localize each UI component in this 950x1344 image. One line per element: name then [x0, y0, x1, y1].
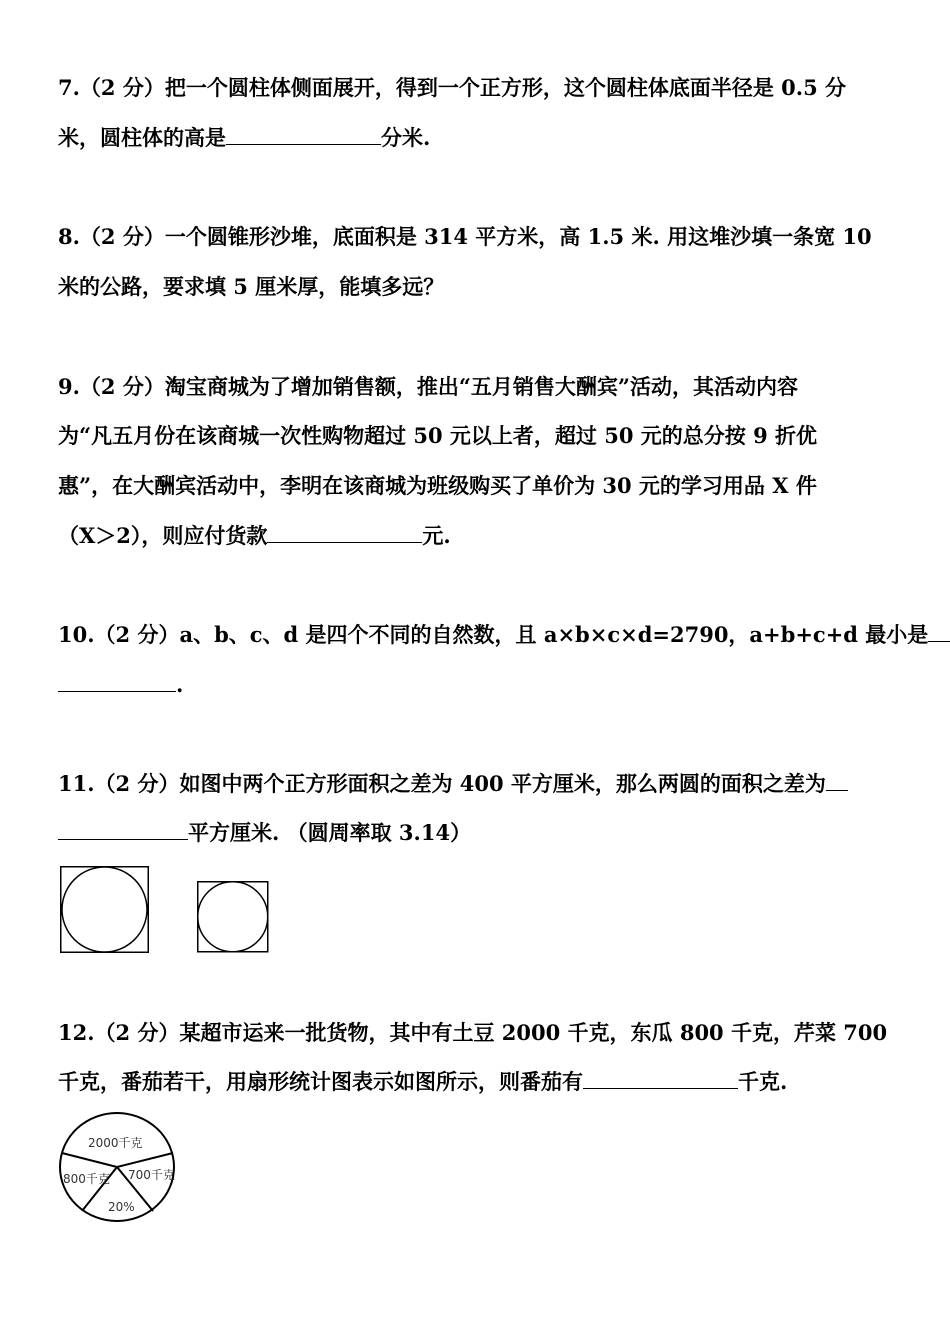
- q8-line1: 8.（2 分）一个圆锥形沙堆，底面积是 314 平方米，高 1.5 米. 用这堆沙填一条宽 10: [58, 224, 872, 249]
- q12-line1: 12.（2 分）某超市运来一批货物，其中有土豆 2000 千克，东瓜 800 千克，芹菜 700: [58, 1020, 888, 1045]
- q7-text-before-blank: 米，圆柱体的高是: [58, 125, 226, 150]
- q11-answer-blank-end[interactable]: [58, 819, 188, 840]
- q11-figure-small-square-circle: [197, 881, 269, 953]
- pie-divider-upper-left: [62, 1153, 117, 1167]
- q10-line2: [58, 670, 183, 700]
- q9-line4: [58, 521, 451, 551]
- q9-text-before-blank: （X＞2），则应付货款: [58, 523, 268, 548]
- pie-label-tomato: 20%: [108, 1200, 135, 1214]
- q10-period: .: [176, 672, 184, 697]
- pie-divider-upper-right: [117, 1153, 173, 1167]
- q11-answer-blank-start[interactable]: [826, 770, 848, 791]
- q10-line1: [58, 620, 950, 650]
- pie-label-celery: 700千克: [128, 1168, 175, 1182]
- q9-line1: 9.（2 分）淘宝商城为了增加销售额，推出“五月销售大酬宾”活动，其活动内容: [58, 374, 799, 399]
- q7-line1: 7.（2 分）把一个圆柱体侧面展开，得到一个正方形，这个圆柱体底面半径是 0.5 分: [58, 75, 846, 100]
- q11-figure-large-square-circle: [60, 866, 150, 954]
- q10-answer-blank-start[interactable]: [928, 621, 950, 642]
- q11-line1: [58, 769, 848, 799]
- q12-answer-blank[interactable]: [583, 1068, 738, 1089]
- q7-answer-blank[interactable]: [226, 124, 381, 145]
- q11-text-after-blank: 平方厘米. （圆周率取 3.14）: [188, 820, 472, 845]
- q11-line2: [58, 818, 471, 848]
- q10-text: 10.（2 分）a、b、c、d 是四个不同的自然数，且 a×b×c×d=2790，a+b+c+d 最小是: [58, 622, 929, 647]
- q12-pie-chart: [58, 1111, 178, 1223]
- q12-line2: [58, 1067, 787, 1097]
- q9-answer-blank[interactable]: [267, 522, 422, 543]
- pie-label-winter-melon: 800千克: [63, 1172, 110, 1186]
- q9-line3: 惠”，在大酬宾活动中，李明在该商城为班级购买了单价为 30 元的学习用品 X 件: [58, 473, 817, 498]
- q9-text-after-blank: 元.: [422, 523, 451, 548]
- large-circle: [62, 867, 147, 952]
- q12-text-before-blank: 千克，番茄若干，用扇形统计图表示如图所示，则番茄有: [58, 1069, 583, 1094]
- q9-line2: 为“凡五月份在该商城一次性购物超过 50 元以上者，超过 50 元的总分按 9 折优: [58, 423, 818, 448]
- q10-answer-blank-end[interactable]: [58, 671, 176, 692]
- q7-text-after-blank: 分米.: [381, 125, 431, 150]
- small-circle: [198, 882, 268, 952]
- q11-text: 11.（2 分）如图中两个正方形面积之差为 400 平方厘米，那么两圆的面积之差为: [58, 771, 826, 796]
- pie-label-potato: 2000千克: [88, 1136, 143, 1150]
- q8-line2: 米的公路，要求填 5 厘米厚，能填多远？: [58, 274, 445, 299]
- q12-text-after-blank: 千克.: [738, 1069, 788, 1094]
- q7-line2: [58, 123, 430, 153]
